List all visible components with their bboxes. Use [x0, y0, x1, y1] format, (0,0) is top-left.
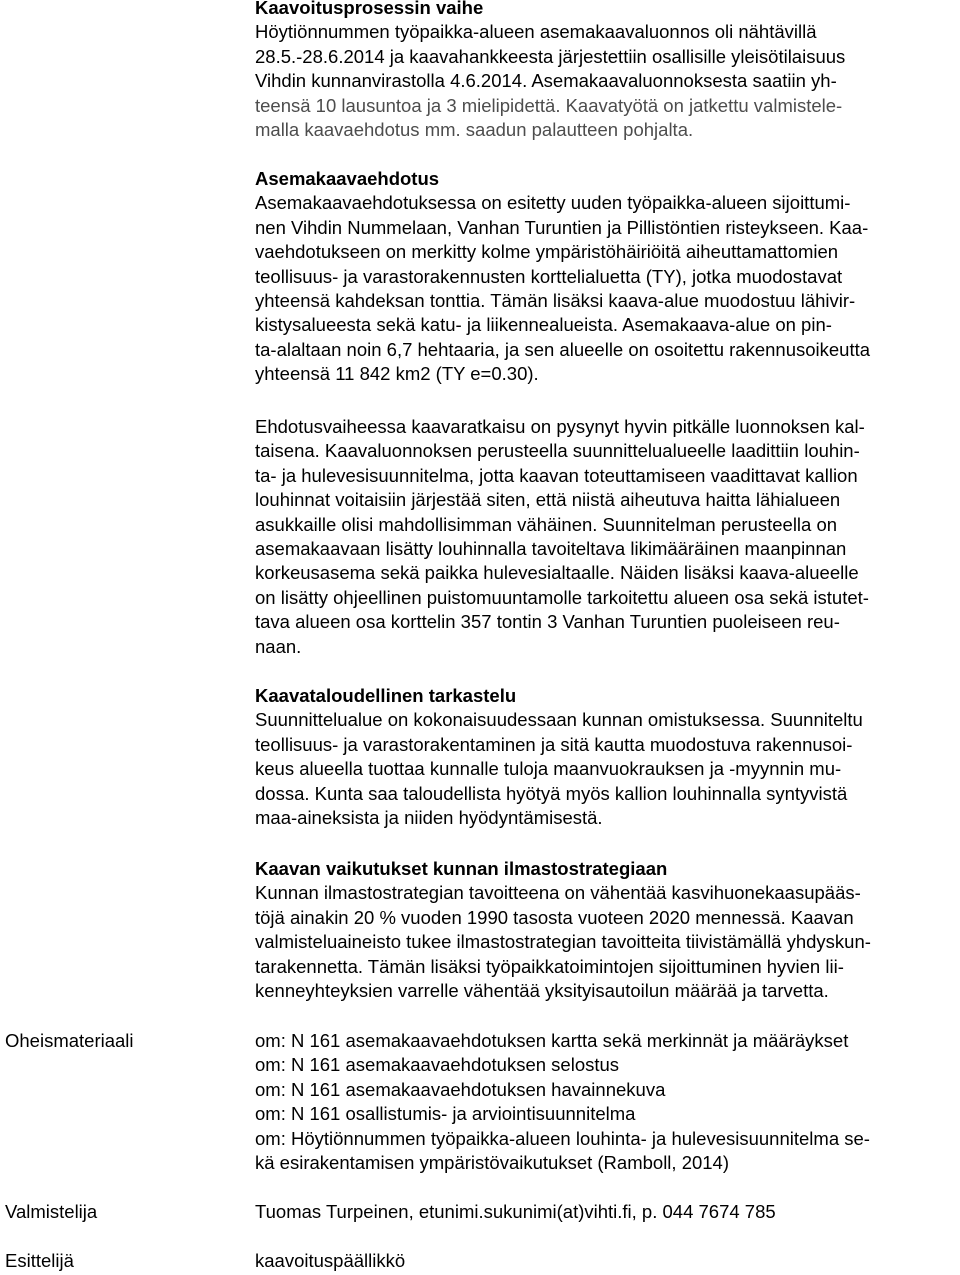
paragraph-line: asukkaille olisi mahdollisimman vähäinen. Suunnitelman perusteella on	[255, 513, 838, 535]
section-heading: Asemakaavaehdotus	[255, 168, 440, 189]
paragraph-line: yhteensä 11 842 km2 (TY e=0.30).	[255, 363, 539, 385]
paragraph-line: ta- ja hulevesisuunnitelma, jotta kaavan toteuttamiseen vaadittavat kallion	[255, 464, 858, 486]
presenter-label: Esittelijä	[5, 1250, 74, 1271]
paragraph-line: louhinnat voitaisiin järjestää siten, että niistä aiheutuva haitta lähialueen	[255, 489, 841, 511]
main-content	[255, 0, 955, 1010]
paragraph-line: nen Vihdin Nummelaan, Vanhan Turuntien ja Pillistöntien risteykseen. Kaa-	[255, 216, 869, 238]
paragraph-line: ta-alaltaan noin 6,7 hehtaaria, ja sen alueelle on osoitettu rakennusoikeutta	[255, 338, 871, 360]
attachment-item: om: Höytiönnummen työpaikka-alueen louhinta- ja hulevesisuunnitelma se-	[255, 1127, 870, 1149]
attachment-item: om: N 161 asemakaavaehdotuksen havainnekuva	[255, 1078, 666, 1100]
paragraph-line: maa-aineksista ja niiden hyödyntämisestä.	[255, 806, 603, 828]
paragraph-line: yhteensä kahdeksan tonttia. Tämän lisäksi kaava-alue muodostuu lähivir-	[255, 289, 856, 311]
section-heading: Kaavan vaikutukset kunnan ilmastostrategiaan	[255, 858, 668, 879]
paragraph-line: Suunnittelualue on kokonaisuudessaan kunnan omistuksessa. Suunniteltu	[255, 709, 863, 731]
paragraph-line: asemakaavaan lisätty louhinnalla tavoiteltava likimääräinen maanpinnan	[255, 537, 847, 559]
attachment-item: om: N 161 asemakaavaehdotuksen selostus	[255, 1054, 620, 1076]
attachments-label: Oheismateriaali	[5, 1030, 134, 1051]
paragraph-line: 28.5.-28.6.2014 ja kaavahankkeesta järjestettiin osallisille yleisötilaisuus	[255, 45, 846, 67]
paragraph-line: Vihdin kunnanvirastolla 4.6.2014. Asemakaavaluonnoksesta saatiin yh-	[255, 70, 837, 92]
section-heading: Kaavataloudellinen tarkastelu	[255, 685, 517, 706]
paragraph-line: korkeusasema sekä paikka hulevesialtaalle. Näiden lisäksi kaava-alueelle	[255, 562, 859, 584]
paragraph-line: teensä 10 lausuntoa ja 3 mielipidettä. Kaavatyötä on jatkettu valmistele-	[255, 94, 843, 116]
section-process	[255, 0, 955, 142]
paragraph-line: teollisuus- ja varastorakentaminen ja sitä kautta muodostuva rakennusoi-	[255, 733, 853, 755]
paragraph-line: Kunnan ilmastostrategian tavoitteena on vähentää kasvihuonekaasupääs-	[255, 882, 861, 904]
paragraph-line: tarakennetta. Tämän lisäksi työpaikkatoimintojen sijoittuminen hyvien lii-	[255, 955, 844, 977]
paragraph-line: valmisteluaineisto tukee ilmastostrategian tavoitteita tiivistämällä yhdyskun-	[255, 931, 871, 953]
paragraph-line: tava alueen osa korttelin 357 tontin 3 Vanhan Turuntien puoleiseen reu-	[255, 611, 840, 633]
paragraph-line: Ehdotusvaiheessa kaavaratkaisu on pysynyt hyvin pitkälle luonnoksen kal-	[255, 416, 865, 437]
attachment-item: om: N 161 osallistumis- ja arviointisuunnitelma	[255, 1103, 636, 1125]
section-heading: Kaavoitusprosessin vaihe	[255, 0, 484, 18]
attachments-list	[255, 1029, 870, 1175]
section-proposal-stage	[255, 415, 955, 659]
presenter-value: kaavoituspäällikkö	[255, 1250, 406, 1271]
paragraph-line: teollisuus- ja varastorakennusten korttelialuetta (TY), jotka muodostavat	[255, 265, 843, 287]
section-economy	[255, 684, 955, 830]
paragraph-line: kistysalueesta sekä katu- ja liikennealueista. Asemakaava-alue on pin-	[255, 314, 832, 336]
section-climate	[255, 857, 955, 1003]
paragraph-line: kenneyhteyksien varrelle vähentää yksityisautoilun määrää ja tarvetta.	[255, 979, 829, 1001]
attachment-item: kä esirakentamisen ympäristövaikutukset (Ramboll, 2014)	[255, 1151, 730, 1173]
preparer-label: Valmistelija	[5, 1201, 98, 1222]
paragraph-line: dossa. Kunta saa taloudellista hyötyä myös kallion louhinnalla syntyvistä	[255, 782, 848, 804]
paragraph-line: töjä ainakin 20 % vuoden 1990 tasosta vuoteen 2020 mennessä. Kaavan	[255, 906, 854, 928]
paragraph-line: vaehdotukseen on merkitty kolme ympäristöhäiriöitä aiheuttamattomien	[255, 241, 839, 263]
paragraph-line: on lisätty ohjeellinen puistomuuntamolle tarkoitettu alueen osa sekä istutet-	[255, 586, 869, 608]
paragraph-line: Höytiönnummen työpaikka-alueen asemakaavaluonnos oli nähtävillä	[255, 21, 817, 43]
paragraph-line: Asemakaavaehdotuksessa on esitetty uuden työpaikka-alueen sijoittumi-	[255, 192, 851, 214]
section-proposal	[255, 167, 955, 387]
attachment-item: om: N 161 asemakaavaehdotuksen kartta sekä merkinnät ja määräykset	[255, 1030, 849, 1051]
preparer-value: Tuomas Turpeinen, etunimi.sukunimi(at)vihti.fi, p. 044 7674 785	[255, 1201, 776, 1222]
paragraph-line: taisena. Kaavaluonnoksen perusteella suunnittelualueelle laadittiin louhin-	[255, 440, 860, 462]
paragraph-line: naan.	[255, 635, 302, 657]
paragraph-line: keus alueella tuottaa kunnalle tuloja maanvuokrauksen ja -myynnin mu-	[255, 758, 842, 780]
paragraph-line: malla kaavaehdotus mm. saadun palautteen pohjalta.	[255, 118, 694, 140]
